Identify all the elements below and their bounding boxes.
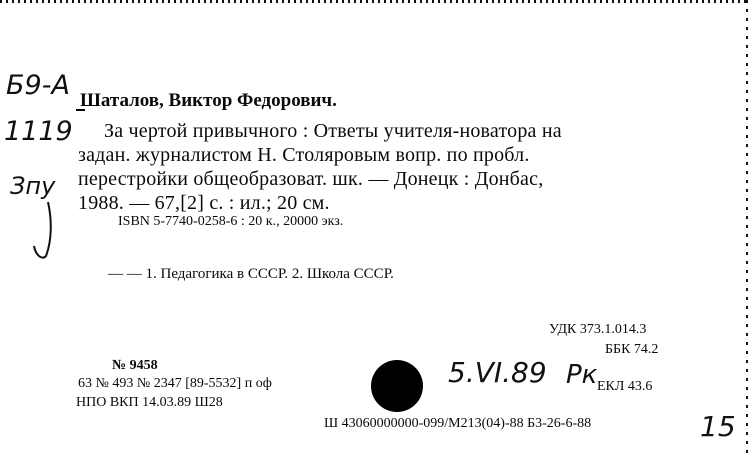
subject-headings: — — 1. Педагогика в СССР. 2. Школа СССР. xyxy=(108,266,394,282)
handwritten-shelf-code: Б9-А xyxy=(6,70,70,101)
handwritten-corner-number: 15 xyxy=(700,410,736,443)
ekl-code: ЕКЛ 43.6 xyxy=(597,379,653,394)
ink-blot xyxy=(371,360,423,412)
handwritten-scribble: Зпу xyxy=(10,172,56,200)
order-detail: 63 № 493 № 2347 [89-5532] п оф xyxy=(78,376,272,391)
bbk-code: ББК 74.2 xyxy=(605,342,659,357)
title-line-1: За чертой привычного : Ответы учителя-новатора на xyxy=(104,120,562,142)
udk-code: УДК 373.1.014.3 xyxy=(549,322,647,337)
title-line-3: перестройки общеобразоват. шк. — Донецк : Донбас, xyxy=(78,168,544,190)
card-right-edge xyxy=(746,0,748,457)
title-line-4: 1988. — 67,[2] с. : ил.; 20 см. xyxy=(78,192,330,214)
card-top-edge xyxy=(0,0,750,3)
isbn-line: ISBN 5-7740-0258-6 : 20 к., 20000 экз. xyxy=(118,214,344,229)
order-number: № 9458 xyxy=(112,358,158,373)
author-heading: Шаталов, Виктор Федорович. xyxy=(80,90,337,111)
title-line-2: задан. журналистом Н. Столяровым вопр. по пробл. xyxy=(78,144,530,166)
publication-code: Ш 43060000000-099/М213(04)-88 Б3-26-6-88 xyxy=(324,416,592,431)
handwritten-number: 1119 xyxy=(4,116,73,147)
handwritten-hook-mark xyxy=(30,200,60,262)
npo-line: НПО ВКП 14.03.89 Ш28 xyxy=(76,395,223,410)
handwritten-initials: Рк xyxy=(566,360,598,390)
handwritten-date: 5.VI.89 xyxy=(448,356,547,389)
